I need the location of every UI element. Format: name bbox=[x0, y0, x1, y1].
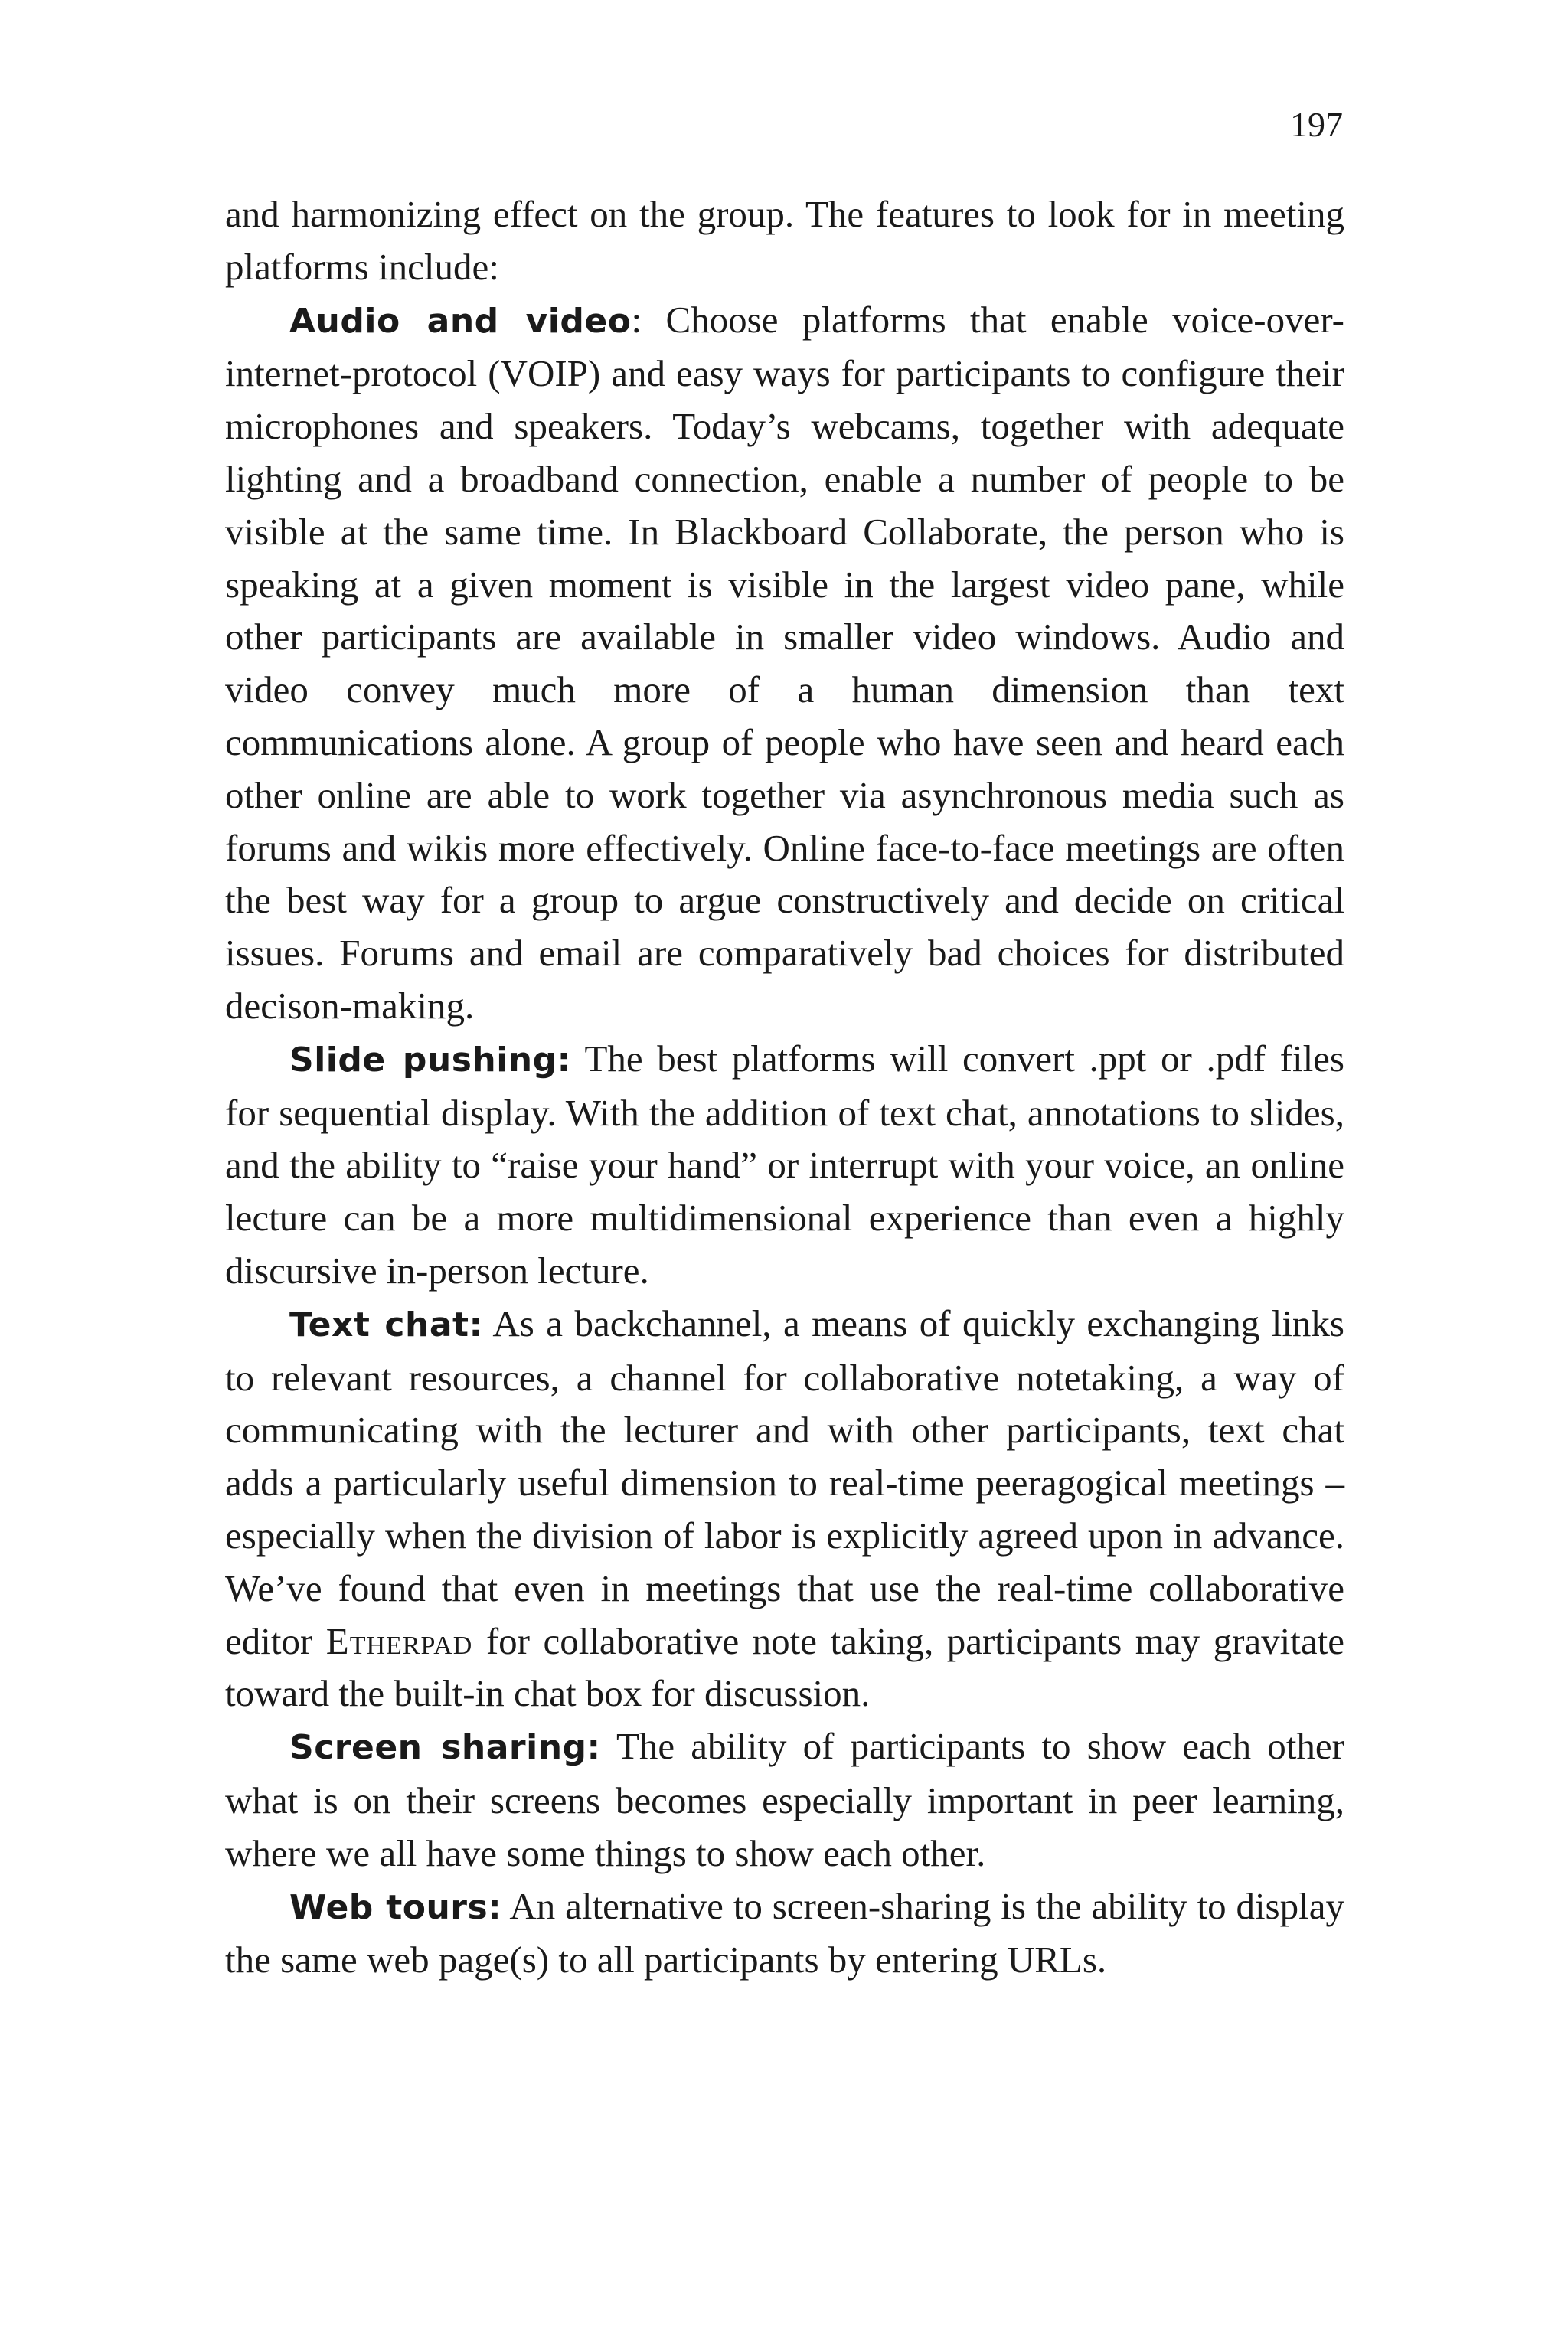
paragraph-audio-video bbox=[225, 294, 1344, 1033]
audio-video-text: Choose platforms that enable voice-over-internet-protocol (VOIP) and easy ways for participants to configure their microphones and speakers. Today’s webcams, together with adequate lighting and a broadband connection, enable a number of people to be visible at the same time. In Blackboard Collaborate, the person who is speaking at a given moment is visible in the largest video pane, while other participants are available in smaller video windows. Audio and video convey much more of a human dimension than text communications alone. A group of people who have seen and heard each other online are able to work together via asynchronous media such as forums and wikis more effectively. Online face-to-face meetings are often the best way for a group to argue constructively and decide on critical issues. Forums and email are comparatively bad choices for distributed decison-making. bbox=[225, 298, 1344, 1027]
term-audio-video-separator: : bbox=[631, 298, 642, 341]
paragraph-text-chat bbox=[225, 1298, 1344, 1720]
screen-sharing-text: The ability of participants to show each other what is on their screens becomes especially important in peer learning, where we all have some things to show each other. bbox=[225, 1725, 1344, 1874]
term-slide-pushing: Slide pushing: bbox=[289, 1040, 571, 1080]
term-text-chat: Text chat: bbox=[289, 1305, 483, 1344]
page-number: 197 bbox=[1290, 105, 1343, 144]
paragraph-screen-sharing bbox=[225, 1720, 1344, 1880]
web-tours-text: An alternative to screen-sharing is the ability to display the same web page(s) to all participants by entering URLs. bbox=[225, 1884, 1344, 1981]
term-screen-sharing: Screen sharing: bbox=[289, 1728, 601, 1768]
text-chat-text-after: for collaborative note taking, participants may gravitate toward the built-in chat box for discussion. bbox=[225, 1619, 1344, 1715]
paragraph-slide-pushing bbox=[225, 1033, 1344, 1298]
term-audio-video: Audio and video bbox=[289, 301, 632, 341]
slide-pushing-text: The best platforms will convert .ppt or .pdf files for sequential display. With the addition of text chat, annotations to slides, and the ability to “raise your hand” or interrupt with your voice, an online lecture can be a more multidimensional experience than even a highly discursive in-person lecture. bbox=[225, 1037, 1344, 1292]
paragraph-intro: and harmonizing effect on the group. The features to look for in meeting platforms include: bbox=[225, 193, 1344, 288]
paragraph-web-tours bbox=[225, 1880, 1344, 1988]
body-text bbox=[225, 188, 1344, 1987]
text-chat-text-before: As a backchannel, a means of quickly exchanging links to relevant resources, a channel for collaborative notetaking, a way of communicating with the lecturer and with other participants, text chat adds a particularly useful dimension to real-time peeragogical meetings – especially when the division of labor is explicitly agreed upon in advance. We’ve found that even in meetings that use the real-time collaborative editor bbox=[225, 1302, 1345, 1662]
term-web-tours: Web tours: bbox=[289, 1887, 502, 1927]
etherpad-name: Etherpad bbox=[325, 1619, 473, 1662]
